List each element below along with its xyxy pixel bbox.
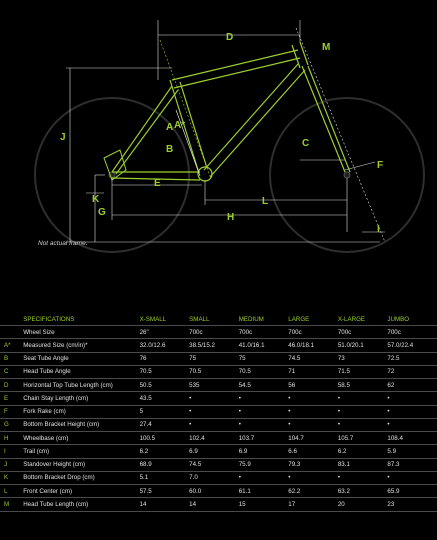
row-value: • xyxy=(288,405,338,418)
row-value: 6.2 xyxy=(338,445,388,458)
row-label: Head Tube Angle xyxy=(23,365,139,378)
row-value: 54.5 xyxy=(239,379,289,392)
table-row xyxy=(0,392,437,405)
row-value: • xyxy=(288,418,338,431)
row-value: 57.5 xyxy=(140,485,190,498)
row-value: 72.5 xyxy=(387,352,437,365)
row-value: 102.4 xyxy=(189,432,239,445)
dim-letter: G xyxy=(98,207,106,218)
row-value: 100.5 xyxy=(140,432,190,445)
row-value: 23 xyxy=(387,498,437,511)
dim-letter: C xyxy=(302,138,310,149)
row-label: Fork Rake (cm) xyxy=(23,405,139,418)
row-value: 72 xyxy=(387,365,437,378)
table-row xyxy=(0,379,437,392)
table-row xyxy=(0,498,437,511)
header-cell: X-SMALL xyxy=(139,315,167,323)
row-label: Chain Stay Length (cm) xyxy=(23,392,139,405)
dim-letter: E xyxy=(154,178,161,189)
table-row xyxy=(0,418,437,431)
row-value: 5.9 xyxy=(387,445,437,458)
row-value: 75 xyxy=(189,352,239,365)
dim-letter: L xyxy=(262,196,269,207)
row-value: 26" xyxy=(140,326,190,339)
row-label: Wheelbase (cm) xyxy=(23,432,139,445)
row-code: M xyxy=(0,498,23,511)
row-code: K xyxy=(0,471,23,484)
row-code: I xyxy=(0,445,23,458)
row-value: 56 xyxy=(288,379,338,392)
table-row xyxy=(0,445,437,458)
row-value: 103.7 xyxy=(239,432,289,445)
table-row xyxy=(0,352,437,365)
row-value: 62.2 xyxy=(288,485,338,498)
row-value: • xyxy=(338,405,388,418)
row-value: 700c xyxy=(288,326,338,339)
row-value: 71 xyxy=(288,365,338,378)
row-code: E xyxy=(0,392,23,405)
header-cell: SPECIFICATIONS xyxy=(23,315,75,323)
row-value: 79.3 xyxy=(288,458,338,471)
row-value: 700c xyxy=(239,326,289,339)
row-value: 6.6 xyxy=(288,445,338,458)
row-value: 65.9 xyxy=(387,485,437,498)
row-value: • xyxy=(189,405,239,418)
row-code: A* xyxy=(0,339,23,352)
row-value: 43.5 xyxy=(140,392,190,405)
row-value: 74.5 xyxy=(288,352,338,365)
row-value: 700c xyxy=(387,326,437,339)
row-value: 70.5 xyxy=(140,365,190,378)
dim-letter: B xyxy=(166,144,174,155)
table-row xyxy=(0,339,437,352)
row-code: L xyxy=(0,485,23,498)
row-value: 70.5 xyxy=(189,365,239,378)
header-cell: LARGE xyxy=(288,315,310,323)
row-value: 700c xyxy=(189,326,239,339)
row-value: 5.1 xyxy=(140,471,190,484)
row-label: Bottom Bracket Drop (cm) xyxy=(23,471,139,484)
dim-letter: I xyxy=(377,224,380,235)
row-code xyxy=(0,326,23,339)
row-value: 62 xyxy=(387,379,437,392)
row-label: Standover Height (cm) xyxy=(23,458,139,471)
row-value: • xyxy=(387,405,437,418)
row-value: • xyxy=(288,392,338,405)
table-row xyxy=(0,405,437,418)
row-value: 83.1 xyxy=(338,458,388,471)
row-value: 50.5 xyxy=(140,379,190,392)
row-value: 46.0/18.1 xyxy=(288,339,338,352)
dim-letter: A* xyxy=(174,120,186,131)
row-value: 105.7 xyxy=(338,432,388,445)
table-header-row xyxy=(0,313,437,326)
row-value: 6.9 xyxy=(189,445,239,458)
header-cell: X-LARGE xyxy=(337,315,366,323)
row-value: 70.5 xyxy=(239,365,289,378)
table-row xyxy=(0,471,437,484)
row-value: 14 xyxy=(189,498,239,511)
row-value: 57.0/22.4 xyxy=(387,339,437,352)
row-code: F xyxy=(0,405,23,418)
row-code: B xyxy=(0,352,23,365)
dim-letter: H xyxy=(227,212,235,223)
dim-letter: M xyxy=(322,42,331,53)
row-label: Seat Tube Angle xyxy=(23,352,139,365)
dim-letter: F xyxy=(377,160,384,171)
row-value: 6.9 xyxy=(239,445,289,458)
dim-letter: A xyxy=(166,122,174,133)
dim-letter: J xyxy=(60,132,66,143)
row-value: 58.5 xyxy=(338,379,388,392)
row-code: G xyxy=(0,418,23,431)
row-value: 75.9 xyxy=(239,458,289,471)
row-code: D xyxy=(0,379,23,392)
row-value: 700c xyxy=(338,326,388,339)
row-value: 15 xyxy=(239,498,289,511)
row-value: 73 xyxy=(338,352,388,365)
header-cell: SMALL xyxy=(189,315,210,323)
row-label: Trail (cm) xyxy=(23,445,139,458)
row-value: 41.0/16.1 xyxy=(239,339,289,352)
row-value: 32.0/12.6 xyxy=(140,339,190,352)
row-value: 7.0 xyxy=(189,471,239,484)
header-cell: MEDIUM xyxy=(238,315,264,323)
row-value: • xyxy=(239,392,289,405)
row-value: 60.0 xyxy=(189,485,239,498)
dimension-lines xyxy=(66,20,385,242)
table-row xyxy=(0,326,437,339)
row-value: 51.0/20.1 xyxy=(338,339,388,352)
row-value: 38.5/15.2 xyxy=(189,339,239,352)
header-cell: JUMBO xyxy=(387,315,410,323)
row-value: 108.4 xyxy=(387,432,437,445)
table-row xyxy=(0,458,437,471)
row-value: 74.5 xyxy=(189,458,239,471)
row-label: Bottom Bracket Height (cm) xyxy=(23,418,139,431)
row-code: H xyxy=(0,432,23,445)
row-value: 17 xyxy=(288,498,338,511)
row-value: • xyxy=(239,405,289,418)
diagram-note: Not actual frame. xyxy=(38,240,88,247)
dim-letter: K xyxy=(92,194,100,205)
row-value: 76 xyxy=(140,352,190,365)
row-value: 75 xyxy=(239,352,289,365)
row-value: • xyxy=(338,471,388,484)
table-row xyxy=(0,485,437,498)
dim-letter: D xyxy=(226,32,234,43)
row-value: • xyxy=(387,418,437,431)
row-value: 63.2 xyxy=(338,485,388,498)
row-value: 61.1 xyxy=(239,485,289,498)
row-label: Measured Size (cm/in)* xyxy=(23,339,139,352)
row-value: 104.7 xyxy=(288,432,338,445)
row-value: 5 xyxy=(140,405,190,418)
row-label: Horizontal Top Tube Length (cm) xyxy=(23,379,139,392)
row-value: • xyxy=(189,418,239,431)
row-value: • xyxy=(239,418,289,431)
row-value: • xyxy=(239,471,289,484)
header-code xyxy=(0,313,23,326)
row-value: 20 xyxy=(338,498,388,511)
row-value: 27.4 xyxy=(140,418,190,431)
row-label: Front Center (cm) xyxy=(23,485,139,498)
row-value: • xyxy=(288,471,338,484)
row-code: J xyxy=(0,458,23,471)
row-value: • xyxy=(338,418,388,431)
row-value: • xyxy=(189,392,239,405)
row-value: • xyxy=(387,471,437,484)
row-value: 6.2 xyxy=(140,445,190,458)
row-value: 87.3 xyxy=(387,458,437,471)
row-label: Wheel Size xyxy=(23,326,139,339)
row-value: • xyxy=(338,392,388,405)
row-value: 535 xyxy=(189,379,239,392)
row-value: 71.5 xyxy=(338,365,388,378)
specifications-table xyxy=(0,313,437,512)
table-row xyxy=(0,432,437,445)
row-value: 14 xyxy=(140,498,190,511)
row-label: Head Tube Length (cm) xyxy=(23,498,139,511)
row-value: • xyxy=(387,392,437,405)
row-code: C xyxy=(0,365,23,378)
bike-geometry-diagram xyxy=(0,0,437,260)
table-row xyxy=(0,365,437,378)
row-value: 68.9 xyxy=(140,458,190,471)
